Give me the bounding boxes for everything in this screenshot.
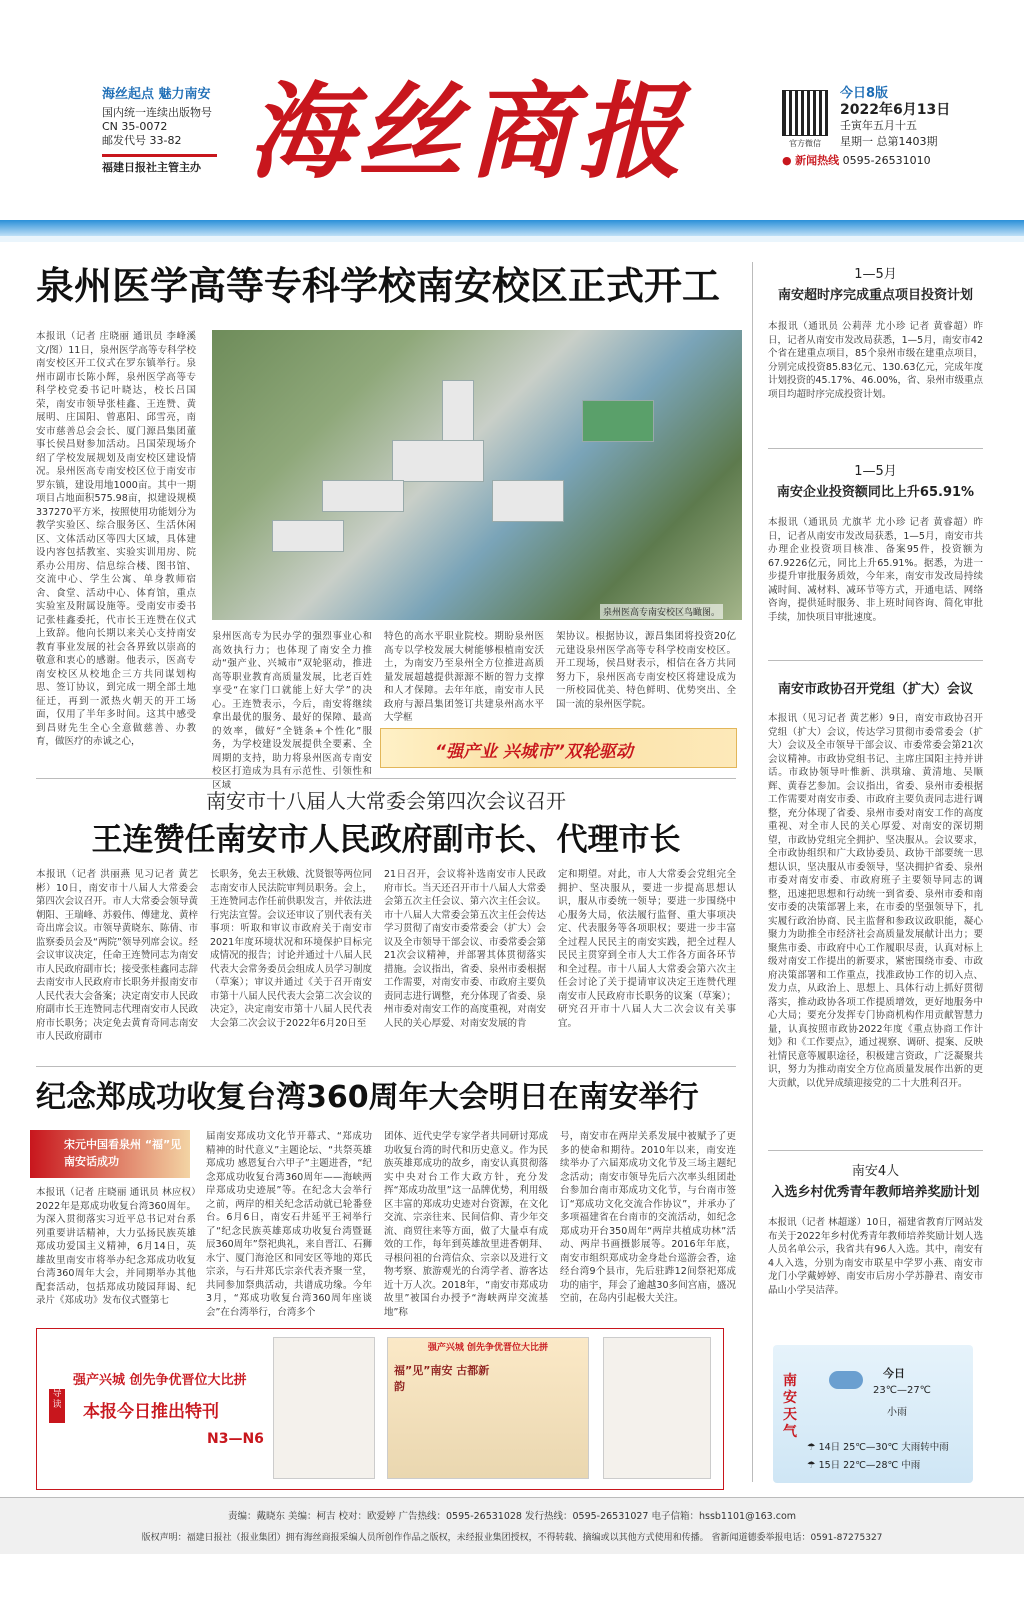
commemorative-ad bbox=[30, 1130, 190, 1178]
third-col3: 团体、近代史学专家学者共同研讨郑成功收复台湾的时代和历史意义。作为民族英雄郑成功的故乡，南安认真贯彻落实中央对台工作大政方针，充分发挥“郑成功故里”这一品牌优势，利用级区丰富的郑成功史迹对台资源，在文化交流、宗亲往来、民间信仰、青少年交流、商贸往来等方面，做了大量卓有成效的工作，每年到英雄故里进香朝拜、寻根问祖的台湾信众、宗亲以及进行文物考察、旅游观光的台湾学者、游客达近十万人次。2018年，“南安市郑成功故里”被国台办授予“海峡两岸交流基地”称 bbox=[384, 1131, 548, 1318]
second-headline: 王连赞任南安市人民政府副市长、代理市长 bbox=[91, 822, 681, 858]
masthead-left bbox=[102, 88, 247, 175]
qr-caption: 官方微信 bbox=[789, 139, 821, 148]
masthead-right bbox=[840, 86, 1010, 150]
hotline-label: 新闻热线 bbox=[795, 154, 840, 167]
cn-number: CN 35-0072 bbox=[102, 120, 168, 133]
weather-label: 南安天气 bbox=[783, 1373, 797, 1440]
phone-icon: ● bbox=[782, 154, 792, 167]
lead-body-col3: 特色的高水平职业院校。期盼泉州医高专以学校发展大树能够根植南安沃土，为南安乃至泉州全方位推进高质量发展超越提供源源不断的智力支撑和人才保障。去年年底，南安市人民政府与源昌集团签订共建泉州高水平大学框 bbox=[384, 631, 544, 723]
promo-page-thumb-3[interactable] bbox=[603, 1337, 711, 1479]
photo-caption: 泉州医高专南安校区鸟瞰图。 bbox=[600, 604, 723, 619]
third-col4: 号，南安市在两岸关系发展中被赋予了更多的使命和期待。2010年以来，南安连续举办了六届郑成功文化节及三场主题纪念活动；南安市领导先后六次率头组团赴台参加台南市郑成功文化节，与台南市签订“郑成功文化交流合作协议”，并承办了多项福建省在台南市的交流活动，如纪念郑成功开台350周年“两岸共植成功林”活动、两岸书画摄影展等。2016年年底，南安市组织郑成功金身赴台巡游会香，途经台湾9个县市，先后驻跸12间祭祀郑成功的庙宇，拜会了逾越30多间宫庙，盛况空前，在岛内引起极大关注。 bbox=[560, 1131, 736, 1304]
rain-cloud-icon bbox=[829, 1371, 863, 1389]
publication-number: 国内统一连续出版物号 bbox=[102, 106, 212, 119]
weather-today: 今日 bbox=[883, 1367, 905, 1380]
footer-copyright: 版权声明：福建日报社（报业集团）拥有海丝商报采编人员所创作作品之版权，未经报业集团授权，不得转载、摘编或以其他方式使用和传播。 省新闻道德委举报电话：0591-87275327 bbox=[141, 1533, 883, 1543]
section-separator bbox=[36, 778, 736, 779]
weather-day14 bbox=[807, 1439, 949, 1453]
header-wave-band bbox=[0, 220, 1024, 236]
sidebar-separator bbox=[768, 448, 983, 449]
news-hotline bbox=[782, 152, 931, 168]
issue-date: 2022年6月13日 bbox=[840, 102, 951, 118]
promo-page-banner: 强产兴城 创先争优晋位大比拼 bbox=[427, 1343, 549, 1353]
promo-page-thumb-2[interactable] bbox=[387, 1337, 589, 1479]
campus-aerial-photo bbox=[212, 330, 742, 620]
third-headline: 纪念郑成功收复台湾360周年大会明日在南安举行 bbox=[36, 1080, 699, 1115]
sidebar-separator bbox=[768, 660, 983, 661]
commemorative-ad-text: 宋元中国看泉州 “福”见南安话成功 bbox=[64, 1138, 182, 1168]
second-col1: 本报讯（记者 洪丽燕 见习记者 黄艺彬）10日，南安市十八届人大常委会第四次会议召开。市人大常委会领导黄朝阳、王瑞峰、苏毅伟、傅建龙、黄梓奇出席会议。市领导黄晓东、陈倩、市监察委员会及“两院”领导列席会议。经会议审议决定，任命王连赞同志为南安市人民政府副市长；接受张桂鑫同志辞去南安市人民政府市长职务并报南安市人民代表大会备案；决定南安市人民政府副市长王连赞同志代理南安市人民政府市长职务；决定免去黄育奇同志南安市人民政府副市 bbox=[36, 869, 198, 1042]
s4-kicker: 南安4人 bbox=[851, 1164, 900, 1179]
promo-pages: N3—N6 bbox=[207, 1431, 264, 1447]
special-edition-promo[interactable] bbox=[36, 1328, 724, 1490]
second-kicker: 南安市十八届人大常委会第四次会议召开 bbox=[206, 789, 566, 813]
weather-day15 bbox=[807, 1457, 920, 1471]
lead-body-col4: 架协议。根据协议，源昌集团将投资20亿元建设泉州医学高等专科学校南安校区。开工现场，侯昌财表示，相信在各方共同努力下，泉州医高专南安校区将建设成为一所校园优美、特色鲜明、优势突出、全国一流的泉州医学院。 bbox=[556, 631, 736, 710]
s2-body: 本报讯（通讯员 尤旗芊 尤小珍 记者 黄睿超）昨日，记者从南安市发改局获悉，1—5月，南安市共办理企业投资项目核准、备案95件，投资额为67.9226亿元，同比上升65.91%。据悉，为进一步提升审批服务质效，今年来，南安市发改局持续减时间、减材料、减环节等方式，开通电话、网络咨询，提供延时服务、非上班时间咨询、简化审批手续，加快项目审批速度。 bbox=[768, 517, 983, 623]
promo-line1: 强产兴城 创先争优晋位大比拼 bbox=[73, 1373, 247, 1388]
s2-title: 南安企业投资额同比上升65.91% bbox=[776, 485, 975, 500]
s4-title: 入选乡村优秀青年教师培养奖励计划 bbox=[771, 1185, 980, 1200]
page-footer bbox=[0, 1497, 1024, 1554]
campaign-banner bbox=[380, 728, 737, 768]
weather-day15-text: 15日 22℃—28℃ 中雨 bbox=[818, 1460, 921, 1471]
promo-line2: 本报今日推出特刊 bbox=[83, 1402, 219, 1422]
lunar-date: 壬寅年五月十五 bbox=[840, 119, 917, 132]
sidebar-separator bbox=[768, 1150, 983, 1151]
weather-day14-text: 14日 25℃—30℃ 大雨转中雨 bbox=[818, 1442, 949, 1453]
second-col2: 长职务，免去王秋娥、沈贤银等两位同志南安市人民法院审判员职务。会上，王连赞同志作任前供职发言，并依法进行宪法宣誓。会议还审议了别代表有关事项：听取和审议市政府关于南安市2021年度环境状况和环境保护目标完成情况的报告；讨论并通过十八届人民代表大会常务委员会组成人员学习制度（草案）；审议并通过《关于召开南安市第十八届人民代表大会第二次会议的决定》，决定南安市第十八届人民代表大会第二次会议于2022年6月20日至 bbox=[210, 869, 372, 1029]
footer-credits: 责编：戴晓东 美编：柯吉 校对：欧爱婷 广告热线：0595-26531028 发行热线：0595-26531027 电子信箱：hssb1101@163.com bbox=[227, 1511, 797, 1522]
s1-body: 本报讯（通讯员 公莉萍 尤小珍 记者 黄睿超）昨日，记者从南安市发改局获悉，1—5月，南安市42个省在建重点项目，85个泉州市级在建重点项目，分别完成投资85.83亿元、130.63亿元，完成年度计划投资的45.17%、46.00%，省、泉州市级重点项目均超时序完成投资计划。 bbox=[768, 321, 983, 400]
lead-body-col1: 本报讯（记者 庄晓丽 通讯员 李峰溪 文/图）11日，泉州医学高等专科学校南安校区开工仪式在罗东镇举行。泉州市副市长陈小辉，泉州医学高等专科学校党委书记叶晓达，校长吕国荣，南安市领导张桂鑫、王连赞、黄展明、庄国阳、曾惠阳、邱雪亮，南安市慈善总会会长、厦门源昌集团董事长侯昌财参加活动。吕国荣现场介绍了学校发展规划及南安校区建设情况。泉州医高专南安校区位于南安市罗东镇，建设用地1000亩。其中一期项目占地面积575.98亩，拟建设规模337270平方米，按照使用功能划分为教学实验区、综合服务区、生活休闲区、文体活动区等四大区域，具体建设内容包括教室、实验实训用房、院系办公用房、信息综合楼、图书馆、交流中心、学生公寓、单身教师宿舍、食堂、活动中心、体育馆，重点实验室及附属设施等。受南安市委书记张桂鑫委托，代市长王连赞在仪式上致辞。他向长期以来关心支持南安教育事业发展的社会各界致以崇高的敬意和衷心的感谢。他表示，医高专南安校区从校地企三方共同谋划构思、签订协议，到完成一期全部土地征迁，再到一派热火朝天的开工场面，仅用了半年多时间。这其中感受到昌财先生全心全意做慈善、办教育，做医疗的赤诚之心， bbox=[36, 331, 196, 747]
second-col4: 定和期望。对此，市人大常委会党组完全拥护、坚决服从，要进一步提高思想认识，服从市委统一领导；要进一步围绕中心服务大局，依法履行监督、重大事项决定、代表服务等各项职权；要进一步丰富全过程人民民主的南安实践，把全过程人民民主贯穿到全市人大工作各方面各环节和全过程。市十八届人大常委会第六次主任会讨论了关于提请审议决定王连赞代理南安市人民政府市长职务的议案（草案）；研究召开市十八届人大二次会议有关事宜。 bbox=[558, 869, 736, 1029]
qr-code-icon bbox=[782, 90, 828, 136]
sponsor: 福建日报社主管主办 bbox=[102, 161, 201, 174]
masthead-slogan: 海丝起点 魅力南安 bbox=[102, 87, 211, 102]
column-divider bbox=[752, 262, 753, 1482]
s3-title: 南安市政协召开党组（扩大）会议 bbox=[777, 682, 973, 697]
third-col1: 本报讯（记者 庄晓丽 通讯员 林应权）2022年是郑成功收复台湾360周年。为深入贯彻落实习近平总书记对台系列重要讲话精神，大力弘扬民族英雄郑成功爱国主义精神，6月14日，英雄故里南安市将举办纪念郑成功收复台湾360周年大会，并同期举办其他配套活动，包括郑成功陵园拜谒、纪录片《郑成功》发布仪式暨第七 bbox=[36, 1187, 196, 1306]
edition-count: 今日8版 bbox=[840, 86, 889, 101]
section-separator bbox=[36, 1066, 736, 1067]
weather-today-desc: 小雨 bbox=[887, 1407, 907, 1418]
hotline-number: 0595-26531010 bbox=[842, 154, 931, 167]
s4-body: 本报讯（记者 林超遂）10日，福建省教育厅网站发布关于2022年乡村优秀青年教师培养奖励计划人选人员名单公示，我省共有96人入选。其中，南安有4人入选，分别为南安市联星中学罗小燕、南安市龙门小学戴婷婷、南安市后房小学苏静君、南安市晶山小学吴洁萍。 bbox=[768, 1217, 983, 1296]
weather-box bbox=[773, 1345, 973, 1483]
s2-kicker: 1—5月 bbox=[854, 464, 897, 479]
weekday-issue: 星期一 总第1403期 bbox=[840, 135, 938, 148]
promo-page-banner2: 福”见”南安 古都新韵 bbox=[394, 1364, 490, 1393]
rain-icon: ☂ bbox=[807, 1442, 816, 1453]
s3-body: 本报讯（见习记者 黄艺彬）9日，南安市政协召开党组（扩大）会议，传达学习贯彻市委常委会（扩大）会议及全市领导干部会议、市委常委会第21次会议精神。市政协党组书记、主席庄国阳主持并讲话。市政协领导叶惟新、洪琪瑜、黄清地、吴顺辉、黄春艺参加。会议指出，省委、泉州市委根据工作需要对南安市委、市政府主要负责同志进行调整，充分体现了省委、泉州市委对南安工作的高度重视、对全市人民的关心厚爱、对南安的深切期望，市政协党组完全拥护、坚决服从。会议要求，全市政协组织和广大政协委员、政协干部要统一思想认识，坚决服从市委领导，坚决拥护省委、泉州市委对南安市委、市政府班子主要领导同志的调整，迅速把思想和行动统一到省委、泉州市委和南安市委的决策部署上来，在市委的坚强领导下，扎实履行政治协商、民主监督和参政议政职能，凝心聚力为助推全市经济社会高质量发展献计出力；要聚焦市委、市政府中心工作履职尽责，认真对标上级对南安工作提出的新要求，紧密围绕市委、市政府决策部署和工作重点，找准政协工作的切入点、发力点，从政治上、思想上、具体行动上抓好贯彻落实，推动政协各项工作提质增效，更好地服务中心大局；要充分发挥专门协商机构作用贡献智慧力量，认真按照市政协2022年度《重点协商工作计划》和《工作要点》，通过视察、调研、提案、反映社情民意等履职途径，积极建言资政，广泛凝聚共识，努力为推动南安全方位高质量发展作出新的更大贡献，以优异成绩迎接党的二十大胜利召开。 bbox=[768, 713, 983, 1089]
campaign-banner-text: “强产业 兴城市”双轮驱动 bbox=[435, 742, 633, 762]
header-wave-band-light bbox=[0, 236, 1024, 242]
s1-kicker: 1—5月 bbox=[854, 267, 897, 282]
postal-code: 邮发代号 33-82 bbox=[102, 134, 182, 147]
rain-icon: ☂ bbox=[807, 1460, 816, 1471]
s1-title: 南安超时序完成重点项目投资计划 bbox=[777, 288, 973, 303]
promo-page-thumb-1[interactable] bbox=[273, 1337, 375, 1479]
second-col3: 21日召开，会议将补选南安市人民政府市长。当天还召开市十八届人大常委会第五次主任会议、第六次主任会议。市十八届人大常委会第五次主任会传达学习贯彻了南安市委常委会（扩大）会议及全市领导干部会议、市委常委会第21次会议精神，并部署其体贯彻落实措施。会议指出，省委、泉州市委根据工作需要，对南安市委、市政府主要负责同志进行调整，充分体现了省委、泉州市委对南安工作的高度重视，对南安人民的关心厚爱、对南安发展的肯 bbox=[384, 869, 546, 1029]
weather-today-temp: 23℃—27℃ bbox=[873, 1385, 931, 1396]
guide-tag: 导读 bbox=[49, 1389, 65, 1423]
third-col2: 届南安郑成功文化节开幕式、“郑成功精神的时代意义”主题论坛、“共祭英雄郑成功 感恩复台六甲子”主题进香，“纪念郑成功收复台湾360周年——海峡两岸郑成功史迹展”等。在纪念大会举行之前，两岸的相关纪念活动就已轮番登台。6月6日，南安石井延平王祠举行了“纪念民族英雄郑成功收复台湾暨诞辰360周年”祭祀典礼，来自晋江、石狮永宁、厦门海沧区和同安区等地的郑氏宗亲，与石井郑氏宗亲代表齐聚一堂，共同参加祭典活动，共谱成功缘。今年3月，“郑成功收复台湾360周年座谈会”在台湾举行，台湾多个 bbox=[206, 1131, 372, 1318]
lead-headline: 泉州医学高等专科学校南安校区正式开工 bbox=[36, 264, 721, 308]
newspaper-logo: 海丝商报 bbox=[248, 70, 689, 193]
red-swoosh-decoration bbox=[102, 154, 217, 157]
lead-body-col2: 泉州医高专为民办学的强烈事业心和高效执行力；也体现了南安全力推动“强产业、兴城市”双轮驱动，推进高等职业教育高质量发展，比老百姓享受“在家门口就能上好大学”的决心。王连赞表示，今后，南安将继续拿出最优的服务、最好的保障、最高的效率，做好“全链条+个性化”服务，为学校建设发展提供全要素、全周期的支持，助力将泉州医高专南安校区打造成为具有示范性、引领性和区域 bbox=[212, 631, 372, 791]
